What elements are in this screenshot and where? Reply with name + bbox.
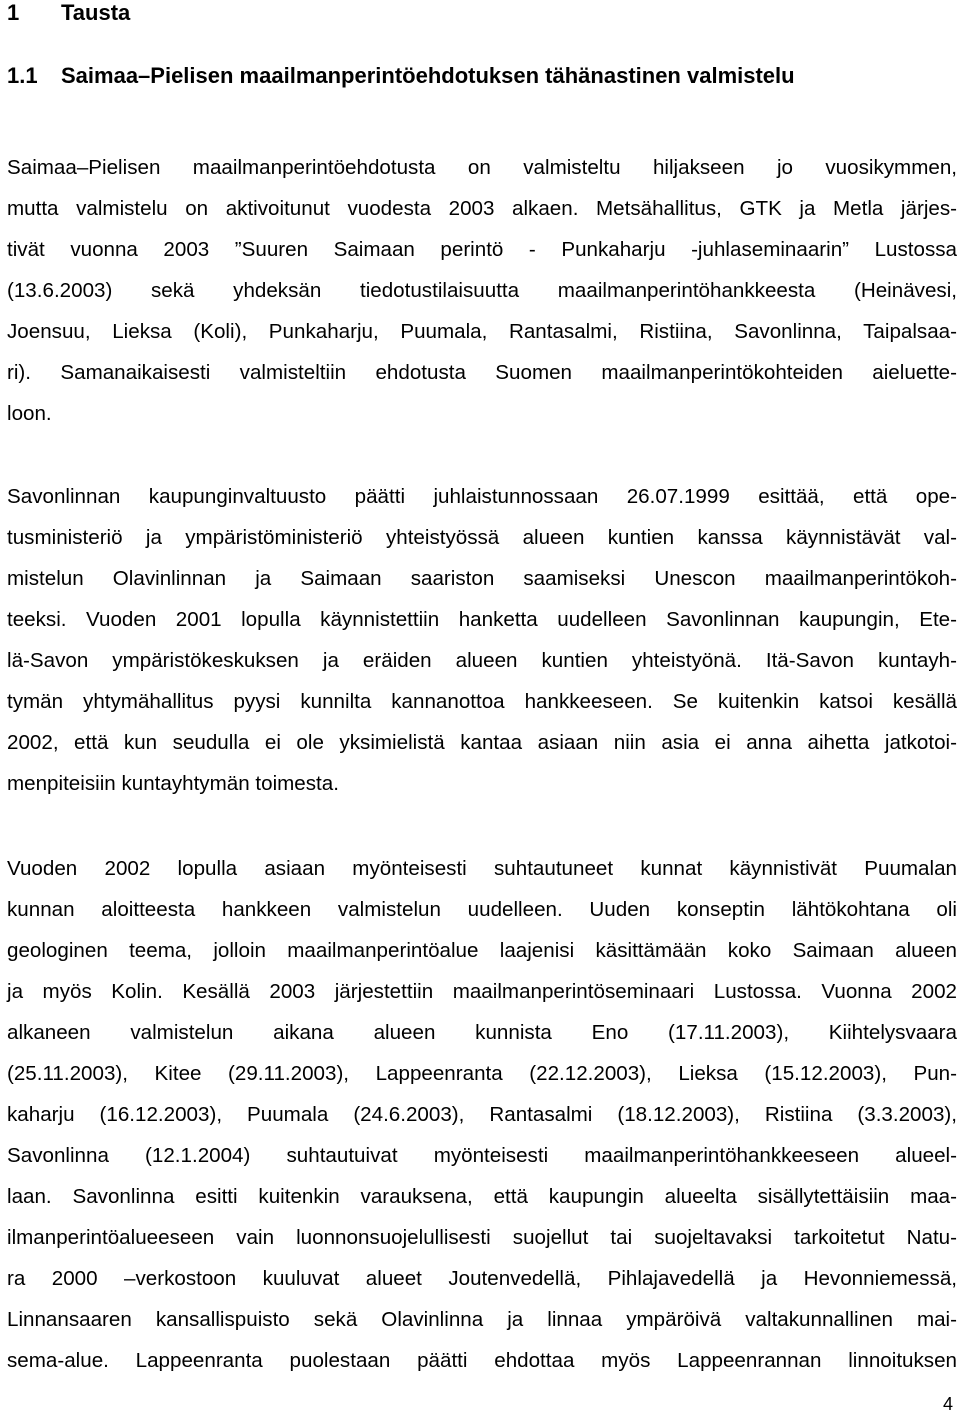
text-line: kunnan aloitteesta hankkeen valmistelun uudelleen. Uuden konseptin lähtökohtana oli <box>7 898 957 921</box>
text-line: menpiteisiin kuntayhtymän toimesta. <box>7 772 339 795</box>
text-line: Linnansaaren kansallispuisto sekä Olavinlinna ja linnaa ympäröivä valtakunnallinen mai- <box>7 1308 957 1331</box>
text-line: ra 2000 –verkostoon kuuluvat alueet Joutenvedellä, Pihlajavedellä ja Hevonniemessä, <box>7 1267 957 1290</box>
paragraph <box>7 848 957 1381</box>
text-line: (13.6.2003) sekä yhdeksän tiedotustilaisuutta maailmanperintöhankkeesta (Heinävesi, <box>7 279 957 302</box>
subsection-heading <box>7 63 795 89</box>
page-number: 4 <box>943 1394 954 1414</box>
text-line: alkaneen valmistelun aikana alueen kunnista Eno (17.11.2003), Kiihtelysvaara <box>7 1021 957 1044</box>
text-line: mistelun Olavinlinnan ja Saimaan saariston saamiseksi Unescon maailmanperintökoh- <box>7 567 957 590</box>
text-line: lä-Savon ympäristökeskuksen ja eräiden alueen kuntien yhteistyönä. Itä-Savon kuntayh- <box>7 649 957 672</box>
text-line: teeksi. Vuoden 2001 lopulla käynnistettiin hanketta uudelleen Savonlinnan kaupungin, Ete- <box>7 608 957 631</box>
text-line: geologinen teema, jolloin maailmanperintöalue laajenisi käsittämään koko Saimaan alueen <box>7 939 957 962</box>
text-line: laan. Savonlinna esitti kuitenkin varauksena, että kaupungin alueelta sisällytettäisiin maa- <box>7 1185 957 1208</box>
paragraph <box>7 476 957 804</box>
text-line: (25.11.2003), Kitee (29.11.2003), Lappeenranta (22.12.2003), Lieksa (15.12.2003), Pun- <box>7 1062 957 1085</box>
text-line: Savonlinnan kaupunginvaltuusto päätti juhlaistunnossaan 26.07.1999 esittää, että ope- <box>7 485 957 508</box>
section-heading <box>7 0 130 26</box>
text-line: Saimaa–Pielisen maailmanperintöehdotusta on valmisteltu hiljakseen jo vuosikymmen, <box>7 156 957 179</box>
text-line: tymän yhtymähallitus pyysi kunnilta kannanottoa hankkeeseen. Se kuitenkin katsoi kesällä <box>7 690 957 713</box>
text-line: sema-alue. Lappeenranta puolestaan päätti ehdottaa myös Lappeenrannan linnoituksen <box>7 1349 957 1372</box>
text-line: loon. <box>7 402 52 425</box>
text-line: Vuoden 2002 lopulla asiaan myönteisesti suhtautuneet kunnat käynnistivät Puumalan <box>7 857 957 880</box>
section-number: 1 <box>7 0 20 25</box>
text-line: ja myös Kolin. Kesällä 2003 järjestettiin maailmanperintöseminaari Lustossa. Vuonna 2002 <box>7 980 957 1003</box>
text-line: ilmanperintöalueeseen vain luonnonsuojelullisesti suojellut tai suojeltavaksi tarkoitetut Natu- <box>7 1226 957 1249</box>
text-line: tivät vuonna 2003 ”Suuren Saimaan perintö - Punkaharju -juhlaseminaarin” Lustossa <box>7 238 957 261</box>
paragraph <box>7 147 957 434</box>
text-line: kaharju (16.12.2003), Puumala (24.6.2003), Rantasalmi (18.12.2003), Ristiina (3.3.2003), <box>7 1103 957 1126</box>
text-line: 2002, että kun seudulla ei ole yksimielistä kantaa asiaan niin asia ei anna aihetta jatkotoi- <box>7 731 957 754</box>
text-line: Joensuu, Lieksa (Koli), Punkaharju, Puumala, Rantasalmi, Ristiina, Savonlinna, Taipalsaa- <box>7 320 957 343</box>
text-line: mutta valmistelu on aktivoitunut vuodesta 2003 alkaen. Metsähallitus, GTK ja Metla järjes- <box>7 197 957 220</box>
text-line: tusministeriö ja ympäristöministeriö yhteistyössä alueen kuntien kanssa käynnistävät val- <box>7 526 957 549</box>
text-line: Savonlinna (12.1.2004) suhtautuivat myönteisesti maailmanperintöhankkeeseen alueel- <box>7 1144 957 1167</box>
subsection-title: Saimaa–Pielisen maailmanperintöehdotuksen tähänastinen valmistelu <box>61 63 795 88</box>
subsection-number: 1.1 <box>7 63 38 88</box>
section-title: Tausta <box>61 0 131 25</box>
text-line: ri). Samanaikaisesti valmisteltiin ehdotusta Suomen maailmanperintökohteiden aieluette- <box>7 361 957 384</box>
